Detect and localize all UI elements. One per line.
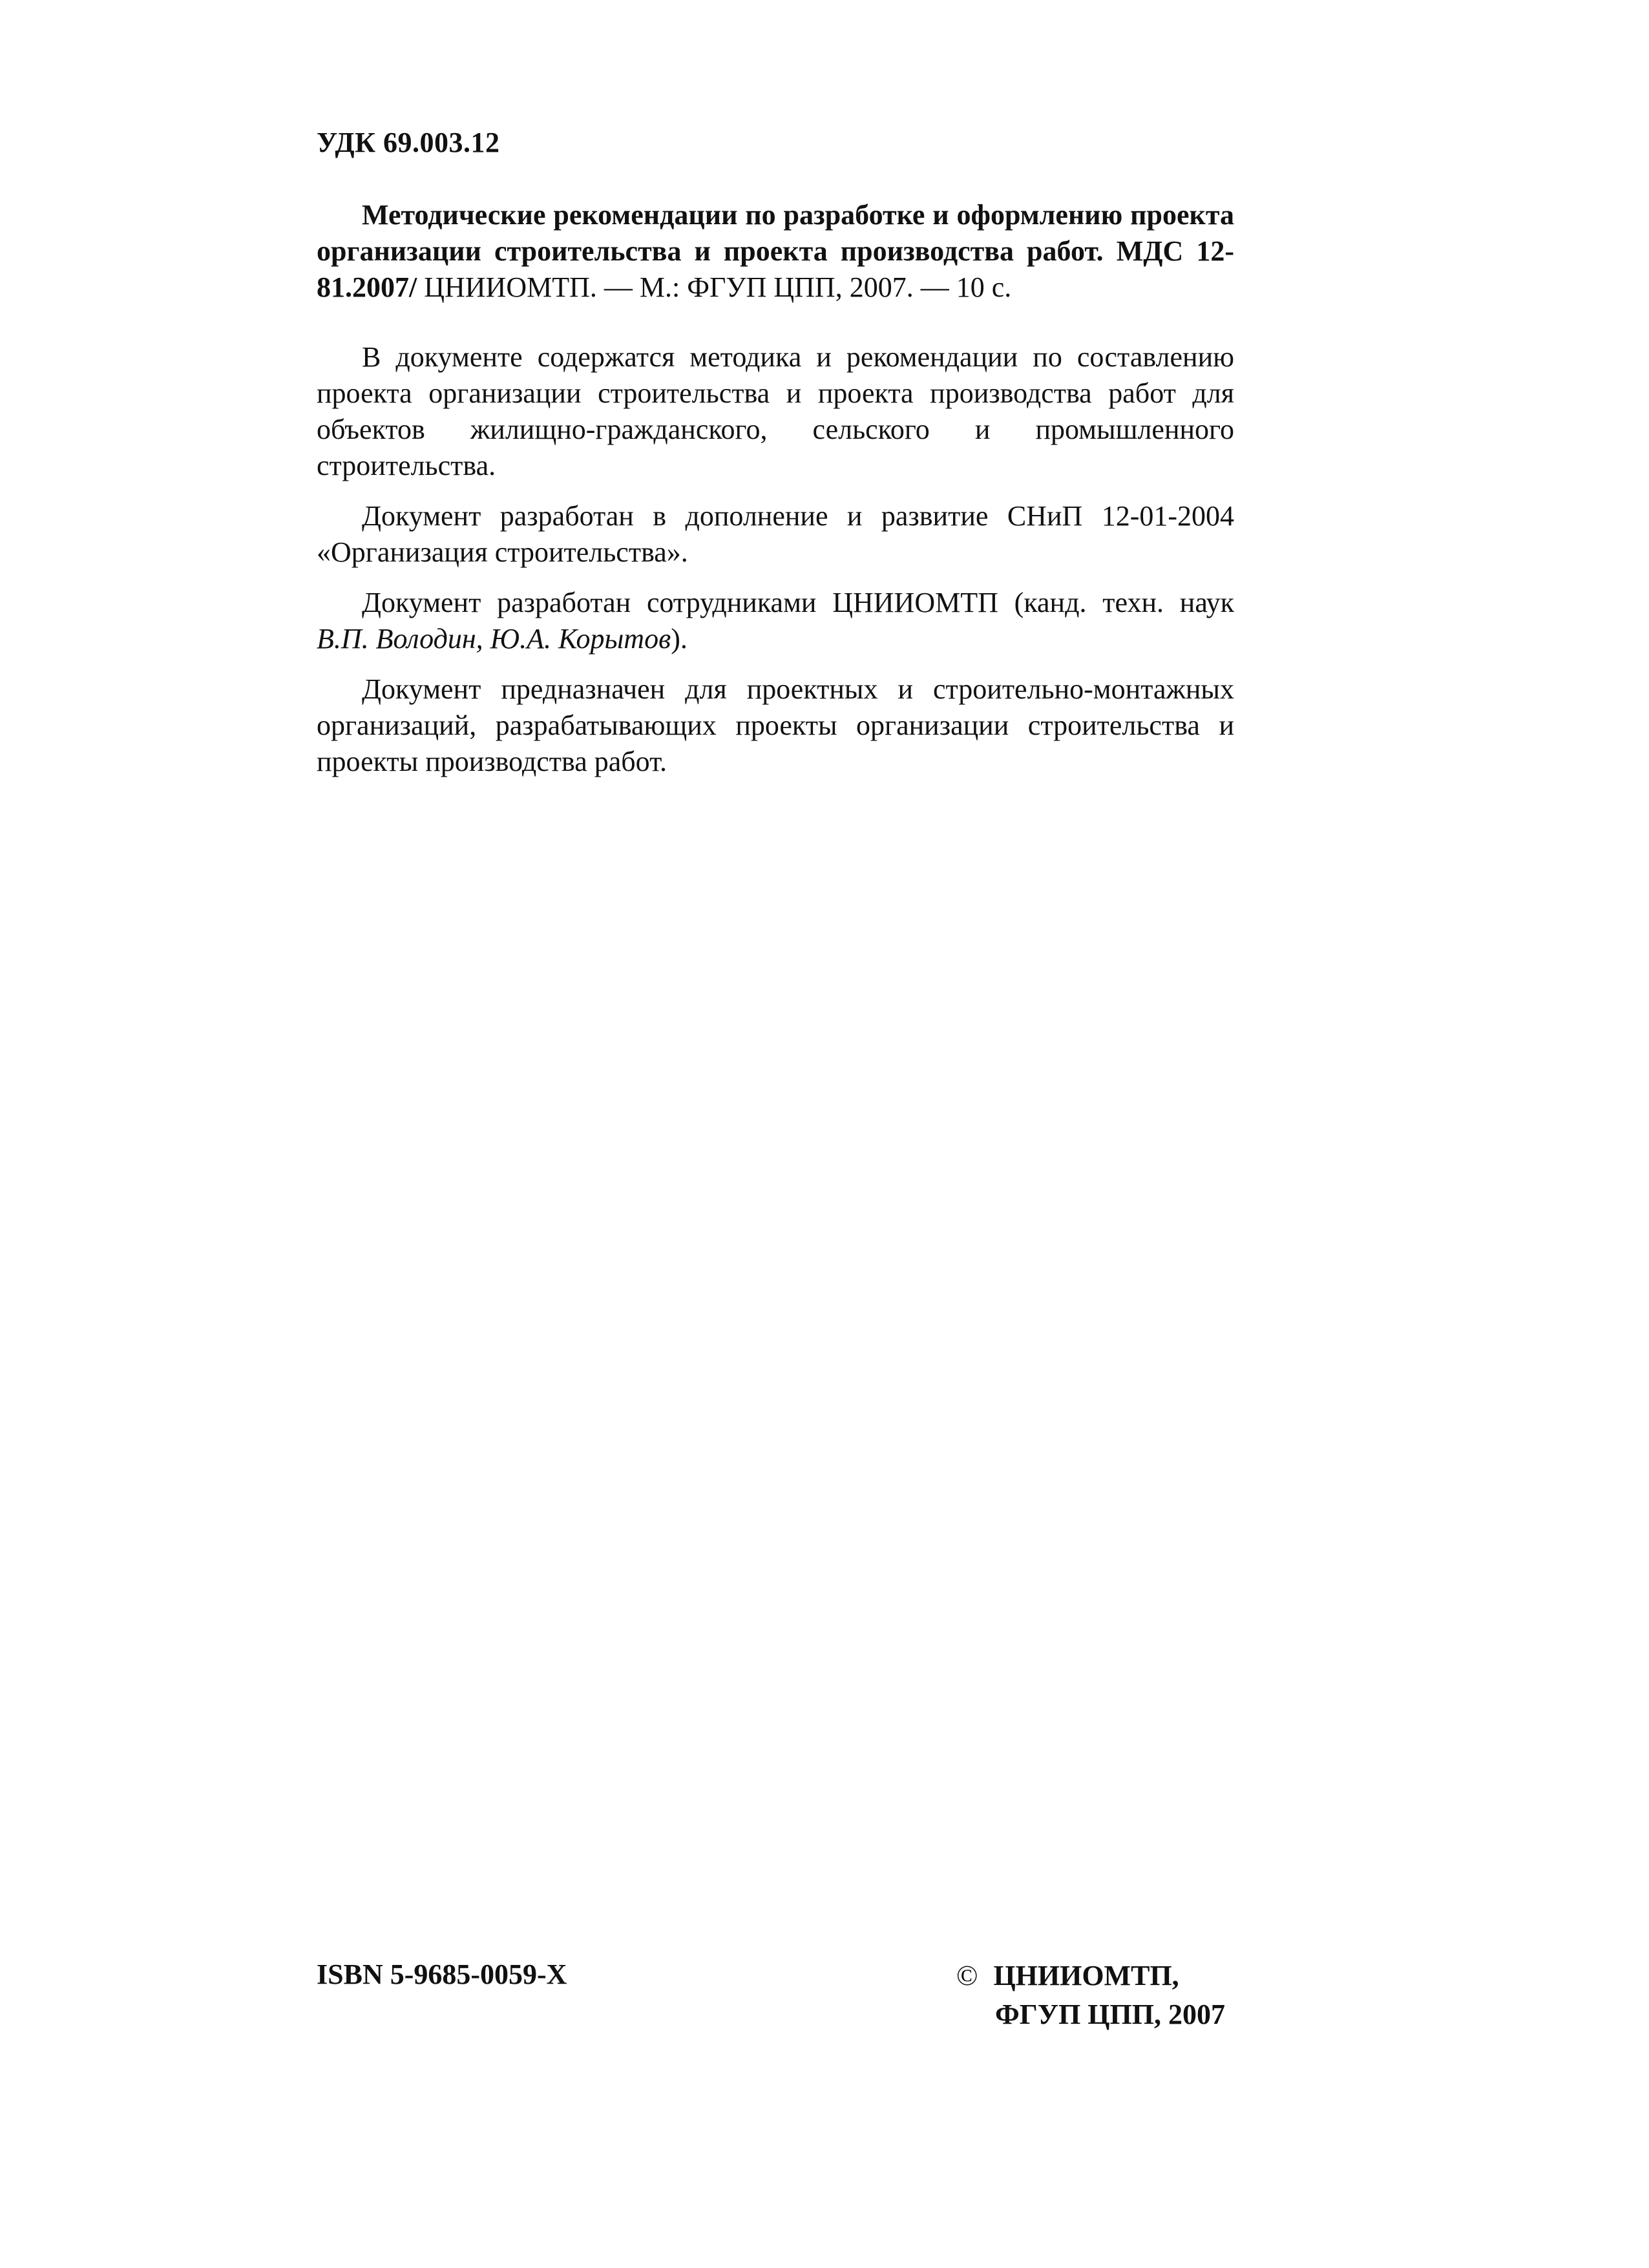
abstract-paragraph-3 bbox=[317, 585, 1234, 657]
bibliographic-record bbox=[317, 197, 1234, 306]
abstract-paragraph-4: Документ предназначен для проектных и строительно-монтажных организаций, разрабатывающих проекты организации строительства и проекты производства работ. bbox=[317, 673, 1234, 777]
copyright-notice bbox=[956, 1957, 1225, 2034]
abstract-paragraph-1: В документе содержатся методика и рекомендации по составлению проекта организации строительства и проекта производства работ для объектов жилищно-гражданского, сельского и промышленного строительства. bbox=[317, 341, 1234, 481]
udk-code: УДК 69.003.12 bbox=[317, 127, 500, 158]
abstract-paragraph-2: Документ разработан в дополнение и развитие СНиП 12-01-2004 «Организация строительства». bbox=[317, 500, 1234, 568]
isbn: ISBN 5-9685-0059-X bbox=[317, 1958, 567, 1990]
authors-close: ). bbox=[671, 623, 688, 655]
bibliographic-title: Методические рекомендации по разработке и оформлению проекта организации строительства и проекта производства работ. МДС 12-81.2007/ bbox=[317, 199, 1234, 303]
copyright-symbol: © bbox=[956, 1960, 978, 1991]
copyright-holder-2: ФГУП ЦПП, 2007 bbox=[995, 1999, 1225, 2030]
authors-names: В.П. Володин, Ю.А. Корытов bbox=[317, 623, 671, 655]
copyright-holder-1: ЦНИИОМТП, bbox=[993, 1960, 1179, 1991]
bibliographic-publisher: ЦНИИОМТП. — М.: ФГУП ЦПП, 2007. — 10 с. bbox=[424, 271, 1012, 303]
authors-intro: Документ разработан сотрудниками ЦНИИОМТП (канд. техн. наук bbox=[362, 587, 1234, 618]
abstract bbox=[317, 339, 1234, 794]
